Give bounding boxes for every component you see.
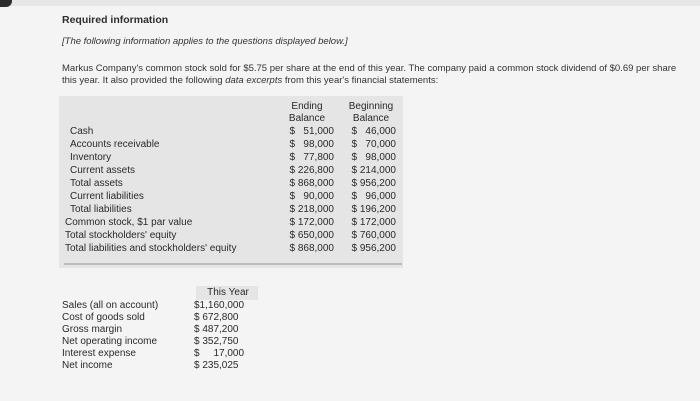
ending-value: $ 868,000 bbox=[289, 178, 334, 189]
table-row bbox=[70, 190, 400, 203]
table-bottom-rule bbox=[64, 263, 402, 265]
row-value: $ 487,200 bbox=[194, 324, 239, 335]
beginning-value: $ 956,200 bbox=[351, 243, 396, 254]
intro-text-emphasis: data excerpts bbox=[225, 74, 283, 86]
header-line: Balance bbox=[352, 112, 390, 124]
row-value: $ 17,000 bbox=[194, 348, 245, 359]
row-label: Current liabilities bbox=[70, 191, 144, 202]
table-row bbox=[62, 312, 262, 324]
intro-text-after: from this year's financial statements: bbox=[284, 74, 439, 86]
ending-value: $ 51,000 bbox=[289, 126, 334, 137]
row-label: Sales (all on account) bbox=[62, 300, 159, 311]
row-label: Total liabilities bbox=[70, 204, 132, 215]
header-line: Ending bbox=[291, 101, 323, 112]
table-row bbox=[62, 360, 262, 372]
ending-value: $ 218,000 bbox=[289, 204, 334, 215]
table-row bbox=[70, 203, 400, 216]
row-label: Total assets bbox=[70, 178, 123, 189]
row-label: Common stock, $1 par value bbox=[65, 217, 193, 228]
row-label: Total stockholders' equity bbox=[65, 230, 177, 241]
table-row bbox=[70, 151, 400, 164]
beginning-value: $ 214,000 bbox=[351, 165, 396, 176]
ending-balance-header bbox=[278, 101, 336, 124]
beginning-value: $ 172,000 bbox=[351, 217, 396, 228]
table-row bbox=[62, 348, 262, 360]
section-heading: Required information bbox=[62, 14, 169, 26]
this-year-header: This Year bbox=[207, 287, 249, 298]
table-row bbox=[65, 216, 400, 229]
beginning-balance-header bbox=[339, 101, 403, 124]
ending-value: $ 98,000 bbox=[289, 139, 334, 150]
row-value: $ 352,750 bbox=[194, 336, 239, 347]
row-label: Interest expense bbox=[62, 348, 136, 359]
table-row bbox=[65, 242, 400, 255]
row-label: Net operating income bbox=[62, 336, 158, 347]
beginning-value: $ 956,200 bbox=[351, 178, 396, 189]
beginning-value: $ 760,000 bbox=[351, 230, 396, 241]
table-row bbox=[65, 229, 400, 242]
table-row bbox=[70, 177, 400, 190]
header-line: Balance bbox=[288, 112, 326, 124]
ending-value: $ 90,000 bbox=[289, 191, 334, 202]
table-row bbox=[70, 138, 400, 151]
beginning-value: $ 46,000 bbox=[351, 126, 396, 137]
row-label: Net income bbox=[62, 360, 113, 371]
row-label: Total liabilities and stockholders' equity bbox=[65, 243, 237, 254]
row-label: Inventory bbox=[70, 152, 112, 163]
table-row bbox=[62, 300, 262, 312]
ending-value: $ 650,000 bbox=[289, 230, 334, 241]
ending-value: $ 868,000 bbox=[289, 243, 334, 254]
row-label: Cash bbox=[70, 126, 94, 137]
section-subheading: [The following information applies to the questions displayed below.] bbox=[62, 36, 348, 47]
top-bar bbox=[0, 0, 700, 6]
intro-text-before: Markus Company's common stock sold for $5.75 per share at the end of this year. The company paid a common stock dividend of $0.69 per share this year. It also provided the following bbox=[62, 63, 677, 86]
table-row bbox=[70, 164, 400, 177]
intro-paragraph bbox=[62, 63, 692, 86]
row-label: Accounts receivable bbox=[70, 139, 160, 150]
beginning-value: $ 98,000 bbox=[351, 152, 396, 163]
row-value: $ 235,025 bbox=[194, 360, 239, 371]
header-line: Beginning bbox=[348, 101, 394, 112]
row-value: $ 672,800 bbox=[194, 312, 239, 323]
beginning-value: $ 70,000 bbox=[351, 139, 396, 150]
beginning-value: $ 96,000 bbox=[351, 191, 396, 202]
table-row bbox=[62, 324, 262, 336]
ending-value: $ 77,800 bbox=[289, 152, 334, 163]
row-label: Gross margin bbox=[62, 324, 123, 335]
row-label: Cost of goods sold bbox=[62, 312, 145, 323]
beginning-value: $ 196,200 bbox=[351, 204, 396, 215]
row-value: $1,160,000 bbox=[194, 300, 245, 311]
ending-value: $ 226,800 bbox=[289, 165, 334, 176]
table-row bbox=[70, 125, 400, 138]
row-label: Current assets bbox=[70, 165, 136, 176]
table-row bbox=[62, 336, 262, 348]
ending-value: $ 172,000 bbox=[289, 217, 334, 228]
